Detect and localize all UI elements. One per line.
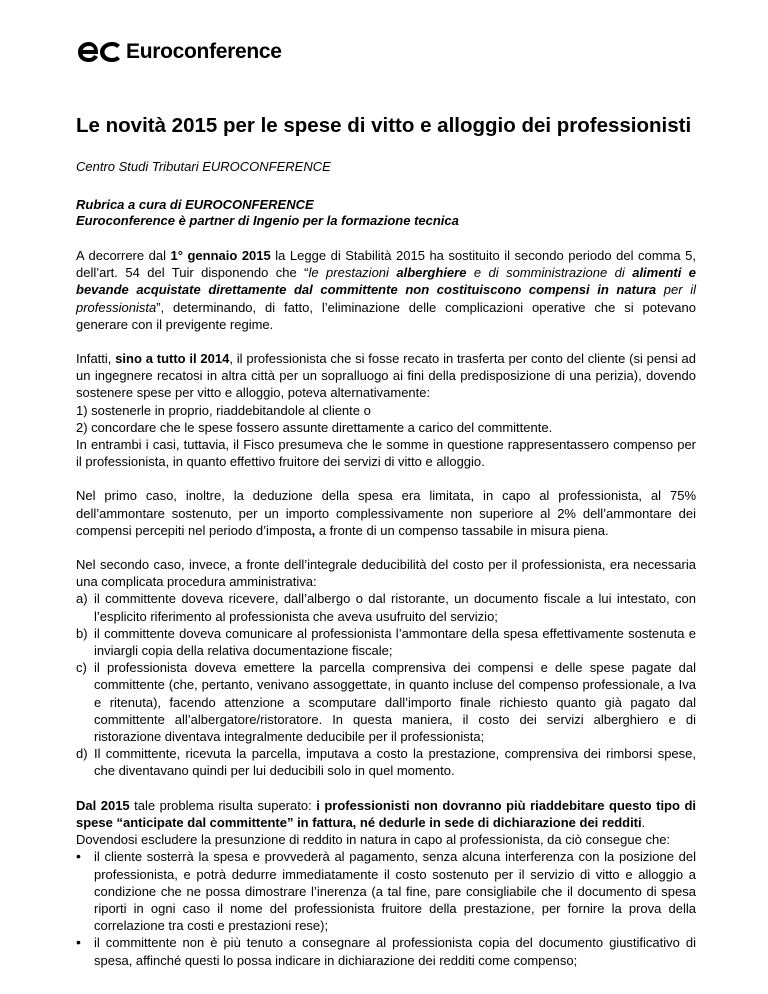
rubrica-line-1: Rubrica a cura di EUROCONFERENCE [76,197,314,212]
paragraph-4-intro: Nel secondo caso, invece, a fronte dell’integrale deducibilità del costo per il professionista, era necessaria una complicata procedura amministrativa: [76,557,696,590]
procedure-list [76,590,696,779]
paragraph-5: Dal 2015 tale problema risulta superato: i professionisti non dovranno più riaddebitare questo tipo di spese “anticipate dal committente” in fattura, né dedurle in sede di dichiarazione dei redditi. [76,797,696,830]
list-item: c) il professionista doveva emettere la parcella comprensiva dei compensi e delle spese pagate dal committente (che, pertanto, venivano assoggettate, in quanto incluse del compenso professionale, a Iva e ritenuta), facendo attenzione a scomputare dall’importo finale richiesto quanto già pagato dal committente all’albergatore/ristoratore. In questa maniera, il costo dei servizi alberghiero e di ristorazione diventava integralmente deducibile per il professionista; [76,660,696,745]
list-item: a) il committente doveva ricevere, dall’albergo o dal ristorante, un documento fiscale a lui intestato, con l’esplicito riferimento al professionista che aveva usufruito del servizio; [76,591,696,624]
paragraph-2-line-2: 2) concordare che le spese fossero assunte direttamente a carico del committente. [76,419,553,435]
bullet-icon: • [76,934,81,951]
header-logo [76,38,696,66]
paragraph-5-intro: Dovendosi escludere la presunzione di reddito in natura in capo al professionista, da ciò consegue che: [76,832,671,848]
rubrica-block [76,197,696,229]
list-item: b) il committente doveva comunicare al professionista l’ammontare della spesa effettivamente sostenuta e inviargli copia della relativa documentazione fiscale; [76,625,696,659]
list-item: d) Il committente, ricevuta la parcella, imputava a costo la prestazione, comprensiva dei rimborsi spese, che diventavano quindi per lui deducibili solo in quel momento. [76,746,696,779]
list-item: • il cliente sosterrà la spesa e provvederà al pagamento, senza alcuna interferenza con la posizione del professionista, e potrà dedurre immediatamente il costo sostenuto per il servizio di vitto e alloggio a condizione che ne possa dimostrare l’inerenza (a tal fine, pare consigliabile che il documento di spesa riporti in ogni caso il nome del professionista fruitore della prestazione, per fornire la prova della correlazione tra costi e prestazioni rese); [76,848,696,934]
page-title: Le novità 2015 per le spese di vitto e alloggio dei professionisti [76,114,692,137]
paragraph-2: Infatti, sino a tutto il 2014, il professionista che si fosse recato in trasferta per conto del cliente (si pensi ad un ingegnere recatosi in altra città per un sopralluogo ai fini della predisposizione di una perizia), dovendo sostenere spese per vitto e alloggio, poteva alternativamente: [76,351,696,401]
logo-text: Euroconference [126,40,282,63]
document-page [76,38,696,969]
paragraph-2-conclusion: In entrambi i casi, tuttavia, il Fisco presumeva che le somme in questione rappresentassero compenso per il professionista, in quanto effettivo fruitore dei servizi di vitto e alloggio. [76,437,696,470]
rubrica-line-2: Euroconference è partner di Ingenio per la formazione tecnica [76,213,459,228]
bullet-icon: • [76,848,81,865]
paragraph-3: Nel primo caso, inoltre, la deduzione della spesa era limitata, in capo al professionista, al 75% dell’ammontare sostenuto, per un importo complessivamente non superiore al 2% dell’ammontare dei compensi percepiti nel periodo d’imposta, a fronte di un compenso tassabile in misura piena. [76,488,696,538]
ec-logo-icon [76,39,122,65]
paragraph-2-line-1: 1) sostenerle in proprio, riaddebitandole al cliente o [76,402,371,418]
paragraph-1: A decorrere dal 1° gennaio 2015 la Legge di Stabilità 2015 ha sostituito il secondo periodo del comma 5, dell’art. 54 del Tuir disponendo che “le prestazioni alberghiere e di somministrazione di alimenti e bevande acquistate direttamente dal committente non costituiscono compensi in natura per il professionista”, determinando, di fatto, l’eliminazione delle complicazioni operative che si potevano generare con il previgente regime. [76,248,697,332]
consequences-list [76,848,696,968]
author-line: Centro Studi Tributari EUROCONFERENCE [76,159,331,174]
list-item: • il committente non è più tenuto a consegnare al professionista copia del documento giustificativo di spesa, affinché questi lo possa indicare in dichiarazione dei redditi come compenso; [76,934,696,968]
